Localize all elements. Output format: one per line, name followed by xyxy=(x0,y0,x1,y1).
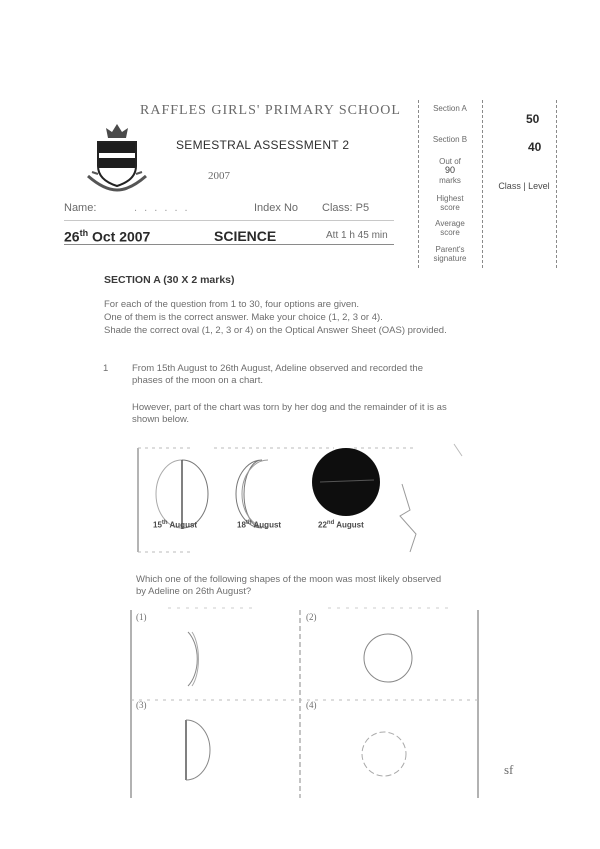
question-line: However, part of the chart was torn by her dog and the remainder of it is as xyxy=(132,402,447,413)
name-label: Name: xyxy=(64,202,97,214)
section-b-marks: 40 xyxy=(528,140,542,154)
question-text xyxy=(132,402,512,426)
moon-15th-august-icon xyxy=(182,460,208,528)
school-name: RAFFLES GIRLS' PRIMARY SCHOOL xyxy=(140,103,401,118)
moon-phase-chart xyxy=(134,434,474,558)
score-box-border xyxy=(418,100,419,268)
option-2-full-moon-icon xyxy=(364,634,412,682)
question-line: by Adeline on 26th August? xyxy=(136,586,252,597)
torn-edge xyxy=(400,484,416,552)
out-of-value: 90 xyxy=(444,165,455,175)
handwritten-mark: sf xyxy=(504,762,514,777)
section-b-label: Section B xyxy=(432,135,468,144)
section-a-marks: 50 xyxy=(526,112,540,126)
question-line: Which one of the following shapes of the moon was most likely observed xyxy=(136,574,442,585)
exam-date: 26th Oct 2007 xyxy=(64,228,151,245)
torn-edge xyxy=(454,444,462,456)
assessment-title: SEMESTRAL ASSESSMENT 2 xyxy=(176,138,350,152)
moon-15th-august-icon xyxy=(156,460,182,528)
class-label: Class: P5 xyxy=(322,202,370,214)
exam-duration: Att 1 h 45 min xyxy=(326,230,388,241)
score-box-border xyxy=(482,100,483,268)
question-number: 1 xyxy=(103,363,109,374)
subject-label: SCIENCE xyxy=(214,228,277,244)
option-4-moon-icon xyxy=(362,732,406,776)
average-score-label-1: Average xyxy=(435,219,465,228)
out-of-label: Out of xyxy=(439,157,461,166)
chart-label-22nd: 22nd August xyxy=(318,520,364,530)
option-3-label[interactable]: (3) xyxy=(136,700,147,710)
chart-label-15th: 15th August xyxy=(153,520,198,530)
question-text xyxy=(132,363,512,387)
question-prompt xyxy=(136,574,516,598)
highest-score-label-2: score xyxy=(440,203,460,212)
parent-signature-label-1: Parent's xyxy=(435,245,465,254)
school-crest-icon xyxy=(84,122,150,194)
question-line: shown below. xyxy=(132,414,190,425)
section-a-instructions xyxy=(104,298,534,337)
index-label: Index No xyxy=(254,202,299,214)
instruction-line: One of them is the correct answer. Make your choice (1, 2, 3 or 4). xyxy=(104,312,383,323)
option-4-label[interactable]: (4) xyxy=(306,700,317,710)
name-field[interactable]: . . . . . . xyxy=(134,202,190,214)
option-1-label[interactable]: (1) xyxy=(136,612,147,622)
divider xyxy=(64,220,394,221)
out-of-unit: marks xyxy=(439,176,461,185)
question-line: From 15th August to 26th August, Adeline observed and recorded the xyxy=(132,363,424,374)
highest-score-label-1: Highest xyxy=(436,194,464,203)
moon-18th-august-icon xyxy=(242,460,268,528)
average-score-label-2: score xyxy=(440,228,460,237)
parent-signature-label-2: signature xyxy=(433,254,467,263)
instruction-line: Shade the correct oval (1, 2, 3 or 4) on the Optical Answer Sheet (OAS) provided. xyxy=(104,325,447,336)
assessment-year: 2007 xyxy=(208,170,230,182)
option-3-half-moon-icon xyxy=(186,720,210,780)
question-line: phases of the moon on a chart. xyxy=(132,375,263,386)
chart-label-18th: 18th August xyxy=(237,520,282,530)
section-a-title: SECTION A (30 X 2 marks) xyxy=(104,274,235,286)
class-level-label: Class | Level xyxy=(498,181,550,191)
instruction-line: For each of the question from 1 to 30, four options are given. xyxy=(104,299,360,310)
divider xyxy=(64,244,394,245)
option-2-label[interactable]: (2) xyxy=(306,612,317,622)
section-a-label: Section A xyxy=(433,104,467,113)
